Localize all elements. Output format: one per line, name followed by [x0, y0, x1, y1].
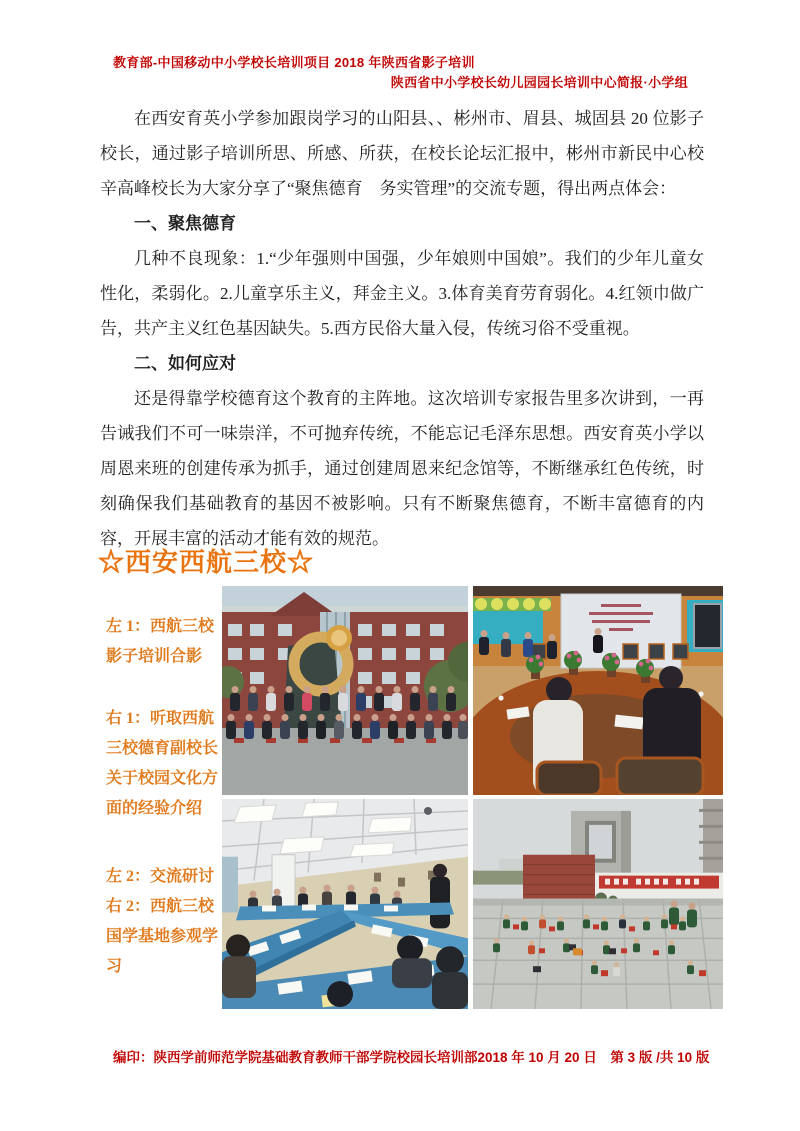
- photo-plaza-visit: [473, 799, 723, 1009]
- caption-left-1: 左 1：西航三校影子培训合影: [106, 618, 215, 665]
- header-line1: 教育部-中国移动中小学校长培训项目 2018 年陕西省影子培训: [113, 55, 475, 70]
- standing-teacher: [430, 877, 450, 929]
- intro-paragraph: 在西安育英小学参加跟岗学习的山阳县、、彬州市、眉县、城固县 20 位影子校长，通过影子培训所思、所感、所获，在校长论坛汇报中，彬州市新民中心校辛高峰校长为大家分享了“聚焦德育 务实管理”的交流专题，得出两点体会：: [100, 109, 704, 198]
- article-body: [100, 101, 704, 556]
- photo-classroom-discussion: [222, 799, 468, 1009]
- plaza-paving: [473, 899, 723, 1009]
- footer-date-edition: 2018 年 10 月 20 日 第 3 版 /共 10 版: [477, 1050, 710, 1065]
- photo-meeting-room: [473, 586, 723, 795]
- header-line2: 陕西省中小学校长幼儿园园长培训中心简报·小学组: [390, 75, 688, 90]
- wall-tv: [694, 604, 721, 648]
- photo-captions: [106, 612, 218, 982]
- section1-paragraph: 几种不良现象：1.“少年强则中国强，少年娘则中国娘”。我们的少年儿童女性化，柔弱化。2.儿童享乐主义，拜金主义。3.体育美育劳育弱化。4.红领巾做广告，共产主义红色基因缺失。5.西方民俗大量入侵，传统习俗不受重视。: [100, 249, 704, 338]
- ceiling-camera: [424, 807, 432, 815]
- photo-collage: [222, 586, 723, 1009]
- footer-publisher: 编印：陕西学前师范学院基础教育教师干部学院校园长培训部: [113, 1050, 478, 1065]
- page-footer: [113, 1046, 710, 1066]
- caption-left-2: 左 2：交流研讨: [106, 868, 215, 885]
- photo-group-photo: [222, 586, 468, 795]
- caption-right-2: 右 2：西航三校国学基地参观学习: [106, 898, 219, 975]
- brick-wall: [523, 855, 595, 899]
- section1-heading: 一、聚焦德育: [134, 214, 236, 233]
- gallery-heading: ☆西安西航三校☆: [98, 548, 315, 577]
- section2-paragraph: 还是得靠学校德育这个教育的主阵地。这次培训专家报告里多次讲到，一再告诫我们不可一味崇洋，不可抛弃传统，不能忘记毛泽东思想。西安育英小学以周恩来班的创建传承为抓手，通过创建周恩来纪念馆等，不断继承红色传统，时刻确保我们基础教育的基因不被影响。只有不断聚焦德育，不断丰富德育的内容，开展丰富的活动才能有效的规范。: [100, 389, 704, 548]
- caption-right-1: 右 1：听取西航三校德育副校长关于校园文化方面的经验介绍: [106, 710, 219, 817]
- section2-heading: 二、如何应对: [134, 354, 236, 373]
